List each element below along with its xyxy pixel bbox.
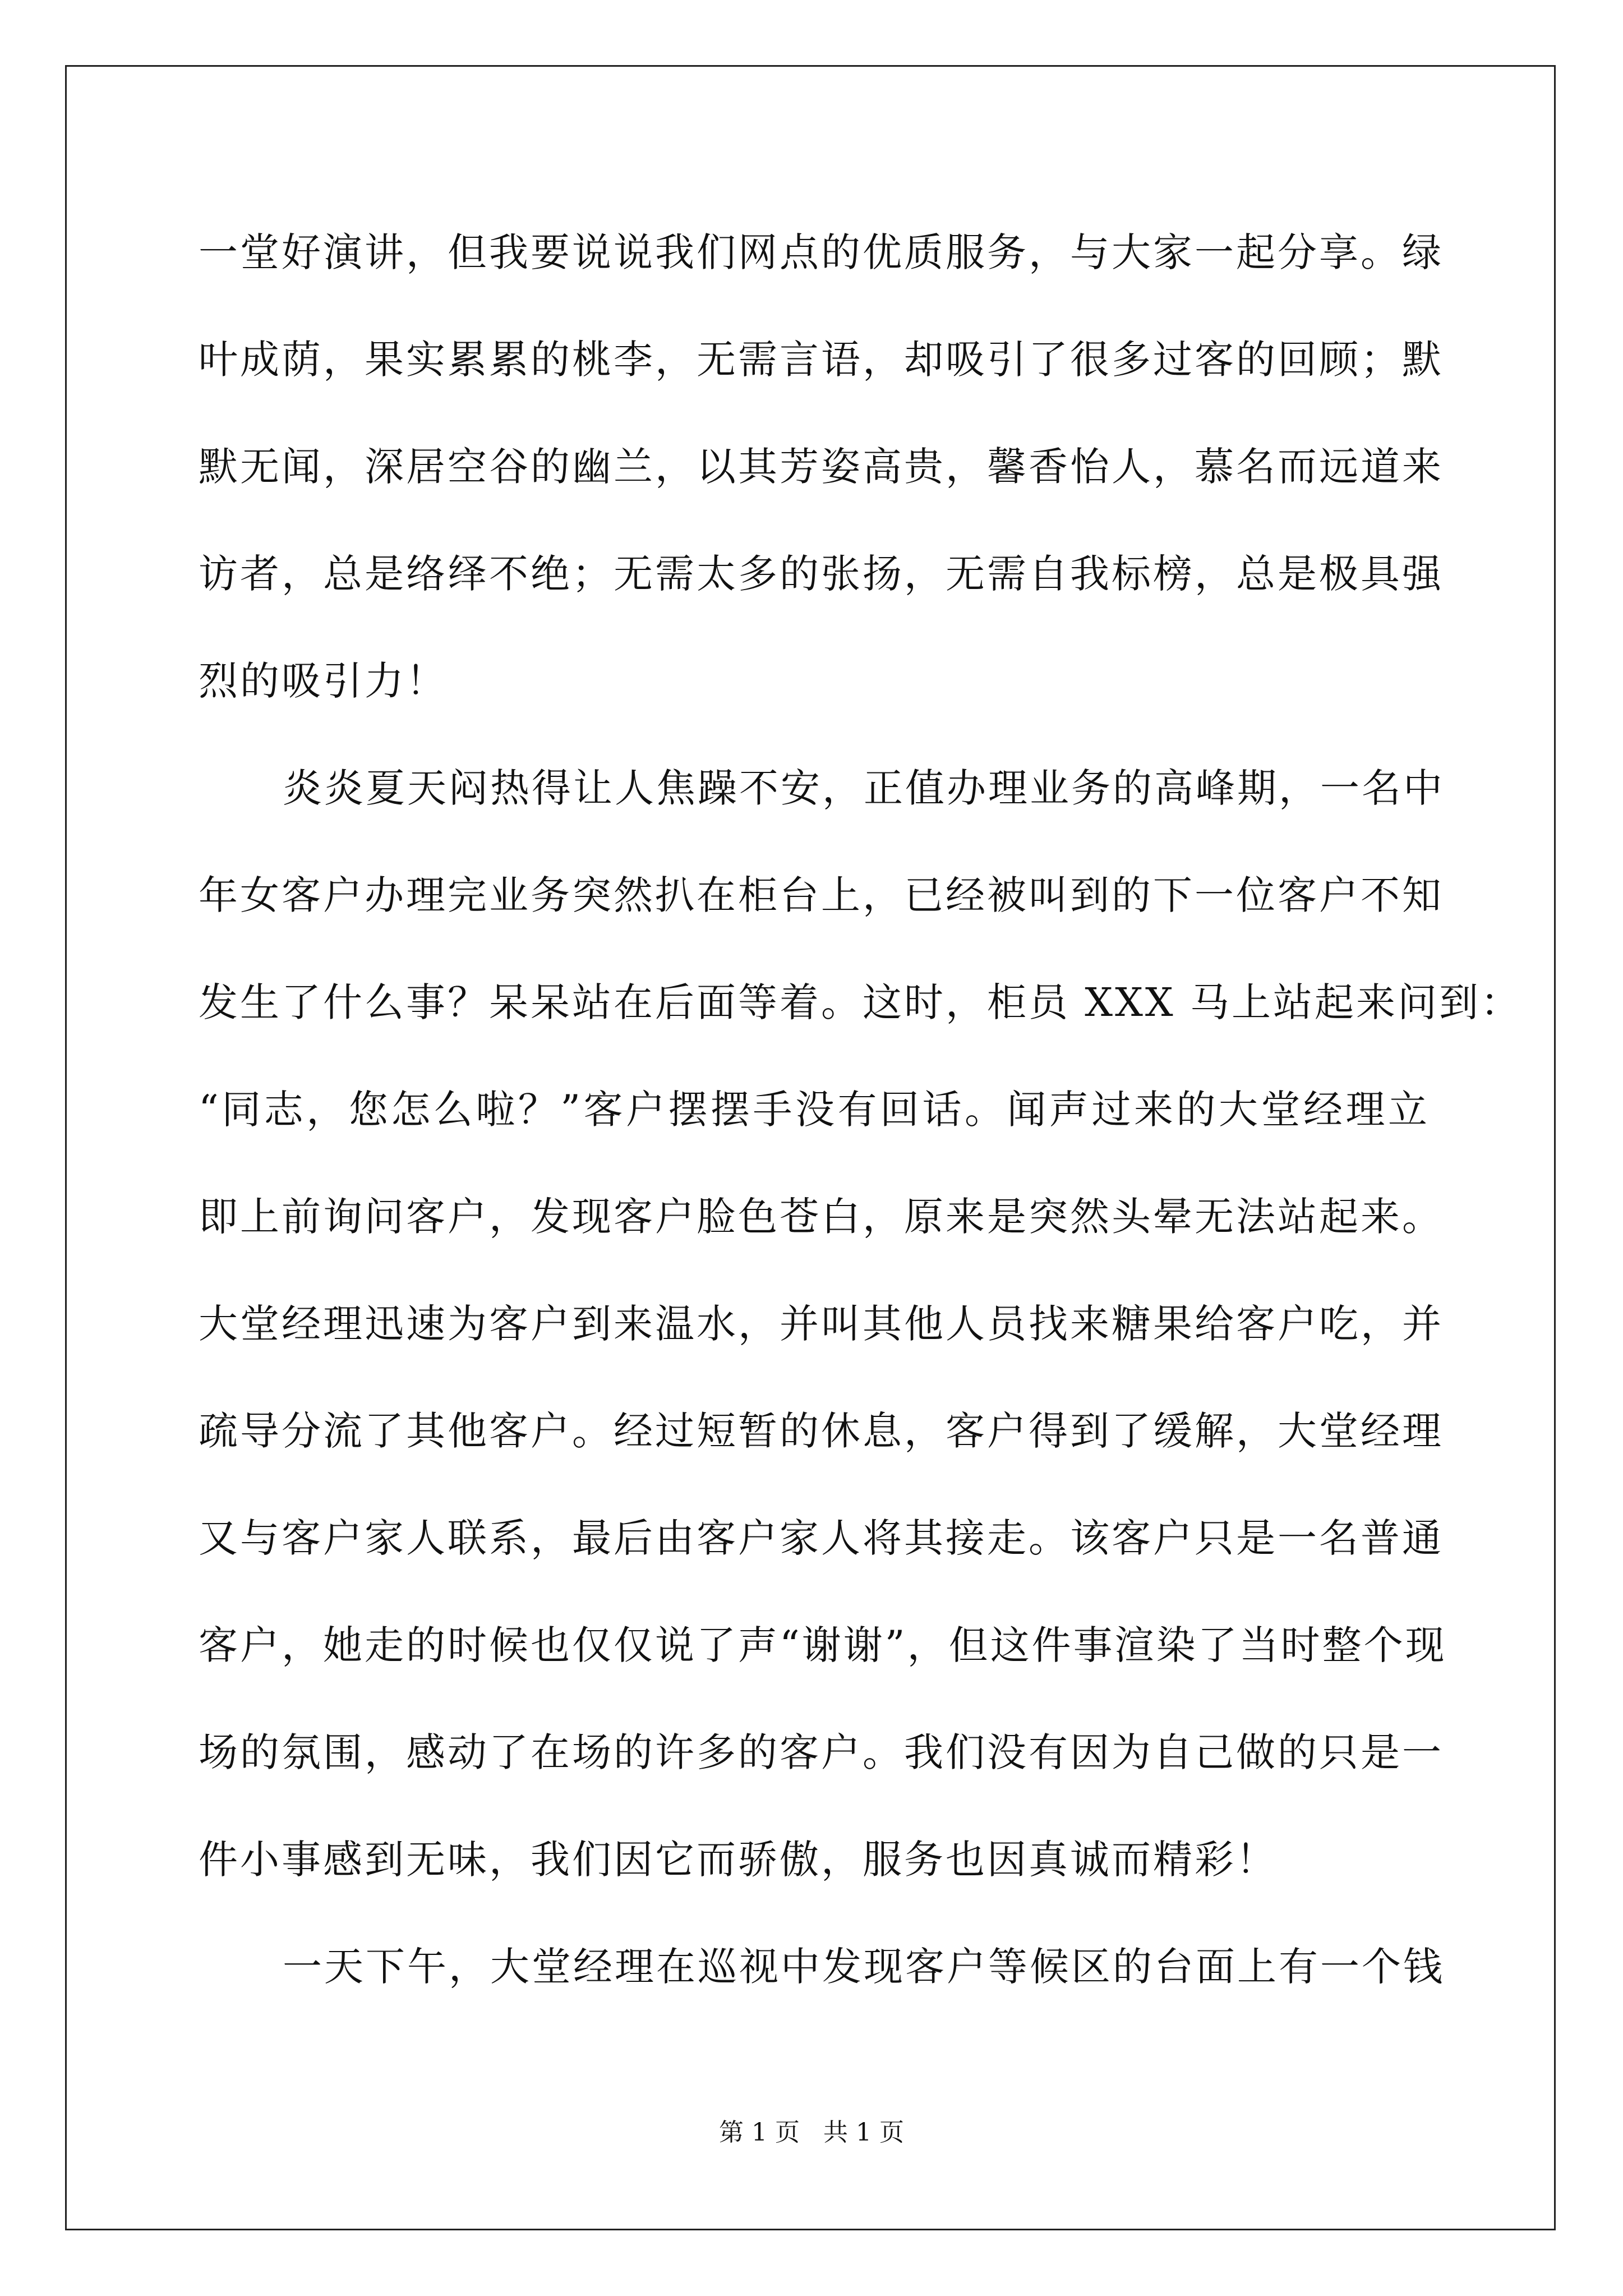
text-line: 烈的吸引力！ bbox=[199, 658, 448, 704]
text-line: 访者，总是络绎不绝；无需太多的张扬，无需自我标榜，总是极具强 bbox=[199, 551, 1444, 597]
text-line: 疏导分流了其他客户。经过短暂的休息，客户得到了缓解，大堂经理 bbox=[199, 1408, 1444, 1454]
text-line: 年女客户办理完业务突然扒在柜台上，已经被叫到的下一位客户不知 bbox=[199, 872, 1444, 918]
text-line: 件小事感到无味，我们因它而骄傲，服务也因真诚而精彩！ bbox=[199, 1837, 1278, 1883]
text-line: 大堂经理迅速为客户到来温水，并叫其他人员找来糖果给客户吃，并 bbox=[199, 1301, 1444, 1347]
text-line: 炎炎夏天闷热得让人焦躁不安，正值办理业务的高峰期，一名中 bbox=[283, 765, 1445, 811]
document-body bbox=[199, 199, 1523, 2021]
text-line: 即上前询问客户，发现客户脸色苍白，原来是突然头晕无法站起来。 bbox=[199, 1194, 1444, 1240]
text-line: 发生了什么事？呆呆站在后面等着。这时，柜员 XXX 马上站起来问到： bbox=[199, 979, 1523, 1025]
text-line: 客户，她走的时候也仅仅说了声“谢谢”，但这件事渲染了当时整个现 bbox=[199, 1622, 1447, 1668]
text-line: “同志，您怎么啦？”客户摆摆手没有回话。闻声过来的大堂经理立 bbox=[199, 1087, 1430, 1133]
text-line: 叶成荫，果实累累的桃李，无需言语，却吸引了很多过客的回顾；默 bbox=[199, 337, 1444, 383]
text-line: 场的氛围，感动了在场的许多的客户。我们没有因为自己做的只是一 bbox=[199, 1729, 1444, 1775]
text-line: 默无闻，深居空谷的幽兰，以其芳姿高贵，馨香怡人，慕名而远道来 bbox=[199, 444, 1444, 490]
text-line: 又与客户家人联系，最后由客户家人将其接走。该客户只是一名普通 bbox=[199, 1515, 1444, 1561]
text-line: 一堂好演讲，但我要说说我们网点的优质服务，与大家一起分享。绿 bbox=[199, 229, 1444, 275]
page-footer: 第 1 页 共 1 页 bbox=[719, 2118, 904, 2147]
text-line: 一天下午，大堂经理在巡视中发现客户等候区的台面上有一个钱 bbox=[283, 1944, 1445, 1990]
